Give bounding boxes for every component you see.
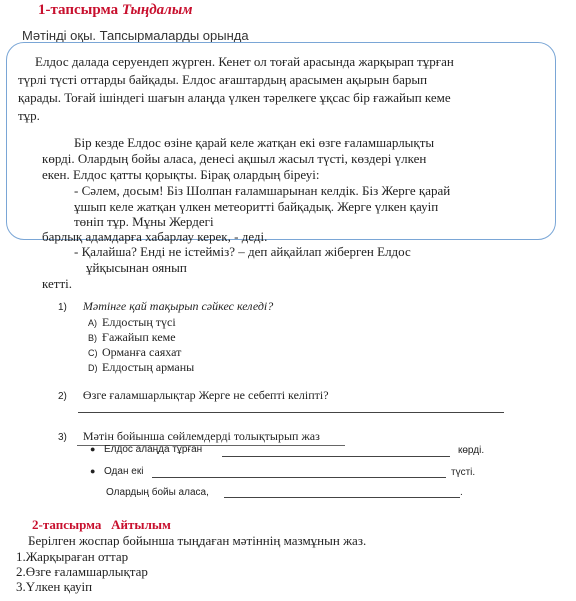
blank-1[interactable] bbox=[222, 456, 450, 457]
text-line: төніп тұр. Мұны Жердегі bbox=[74, 214, 214, 229]
text-line: Бір кезде Елдос өзіне қарай келе жатқан екі өзге ғаламшарлықты bbox=[74, 135, 435, 150]
sentence-1-start: Елдос алаңда тұрған bbox=[104, 444, 203, 455]
blank-2[interactable] bbox=[152, 477, 446, 478]
sentence-3-end: . bbox=[460, 487, 463, 498]
question-3 bbox=[58, 429, 320, 444]
task1-heading bbox=[38, 2, 193, 19]
sentence-2-start: Одан екі bbox=[104, 466, 144, 477]
question-number: 3) bbox=[58, 432, 67, 443]
text-line: - Сәлем, досым! Біз Шолпан ғаламшарынан келдік. Біз Жерге қарай bbox=[74, 183, 451, 198]
question-text: Мәтін бойынша сөйлемдерді толықтырып жаз bbox=[82, 429, 320, 443]
text-line: барлық адамдарға хабарлау керек, - деді. bbox=[42, 229, 268, 244]
plan-item: 1.Жарқыраған оттар bbox=[16, 549, 129, 564]
option-letter: C) bbox=[88, 348, 98, 358]
question-number: 1) bbox=[58, 302, 67, 313]
text-line: қарады. Тоғай ішіндегі шағын алаңда үлкен тәрелкеге ұқсас бір ғажайып кеме bbox=[18, 90, 451, 105]
task1-instruction: Мәтінді оқы. Тапсырмаларды орында bbox=[22, 28, 249, 43]
text-line: - Қалайша? Енді не істейміз? – деп айқайлап жіберген Елдос bbox=[74, 244, 411, 259]
question-text: Өзге ғаламшарлықтар Жерге не себепті келіпті? bbox=[82, 388, 329, 402]
task2-instruction: Берілген жоспар бойынша тыңдаған мәтіннің мазмұнын жаз. bbox=[28, 533, 367, 548]
question-text: Мәтінге қай тақырып сәйкес келеді? bbox=[82, 299, 274, 313]
text-line: ұйқысынан оянып bbox=[86, 260, 187, 275]
question-number: 2) bbox=[58, 391, 67, 402]
text-line: екен. Елдос қатты қорықты. Бірақ олардың біреуі: bbox=[42, 167, 320, 182]
task1-title: Тыңдалым bbox=[121, 2, 193, 18]
text-line: ұшып келе жатқан үлкен метеоритті байқадық. Жерге үлкен қауіп bbox=[74, 199, 439, 214]
text-line: Елдос далада серуендеп жүрген. Кенет ол тоғай арасында жарқырап тұрған bbox=[35, 54, 454, 69]
text-line: көрді. Олардың бойы аласа, денесі ақшыл жасыл түсті, көздері үлкен bbox=[42, 151, 427, 166]
sentence-2-end: түсті. bbox=[451, 467, 476, 478]
option-d[interactable] bbox=[88, 360, 194, 375]
plan-item: 3.Үлкен қауіп bbox=[16, 579, 93, 594]
bullet-icon: ● bbox=[90, 444, 96, 454]
option-text: Орманға саяхат bbox=[102, 345, 182, 359]
option-letter: D) bbox=[88, 363, 98, 373]
sentence-3-start: Олардың бойы аласа, bbox=[106, 487, 209, 498]
option-text: Елдостың арманы bbox=[102, 360, 195, 374]
option-c[interactable] bbox=[88, 345, 181, 360]
blank-3[interactable] bbox=[224, 497, 460, 498]
task2-heading bbox=[32, 517, 171, 533]
task2-title: Айтылым bbox=[111, 517, 171, 532]
option-text: Ғажайып кеме bbox=[102, 330, 176, 344]
text-line: тұр. bbox=[18, 108, 40, 123]
plan-item: 2.Өзге ғаламшарлықтар bbox=[16, 564, 148, 579]
option-letter: A) bbox=[88, 318, 97, 328]
bullet-icon: ● bbox=[90, 466, 96, 476]
option-b[interactable] bbox=[88, 330, 176, 345]
task2-number: 2-тапсырма bbox=[32, 517, 102, 532]
option-text: Елдостың түсі bbox=[102, 315, 176, 329]
task1-number: 1-тапсырма bbox=[38, 2, 119, 18]
question-1 bbox=[58, 299, 273, 314]
question-2 bbox=[58, 388, 329, 403]
text-line: кетті. bbox=[42, 276, 72, 291]
option-a[interactable] bbox=[88, 315, 176, 330]
text-line: түрлі түсті оттарды байқады. Елдос ағаштардың арасымен ақырын барып bbox=[18, 72, 428, 87]
sentence-1-end: көрді. bbox=[458, 445, 485, 456]
option-letter: B) bbox=[88, 333, 97, 343]
answer-line[interactable] bbox=[78, 412, 504, 413]
